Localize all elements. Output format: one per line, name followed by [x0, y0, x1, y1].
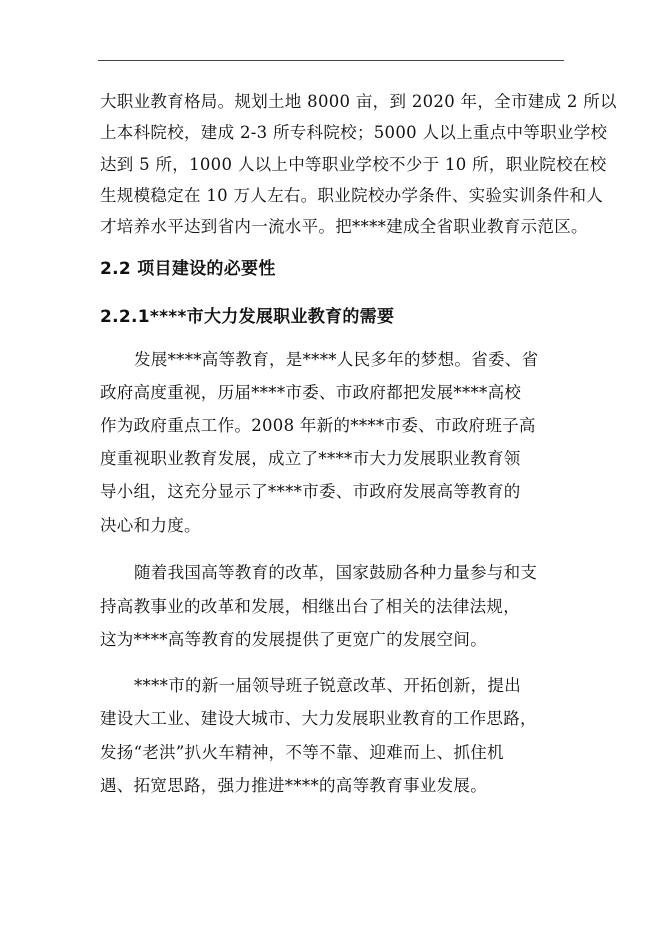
paragraph2-line-3: 这为****高等教育的发展提供了更宽广的发展空间。 — [100, 630, 487, 649]
paragraph3-line-1: ****市的新一届领导班子锐意改革、开拓创新，提出 — [134, 676, 521, 695]
intro-line-5: 才培养水平达到省内一流水平。把****建成全省职业教育示范区。 — [100, 217, 588, 236]
intro-line-3: 达到 5 所，1000 人以上中等职业学校不少于 10 所，职业院校在校 — [100, 155, 607, 174]
section-heading: 2.2 项目建设的必要性 — [100, 259, 276, 279]
intro-line-1: 大职业教育格局。规划土地 8000 亩，到 2020 年，全市建成 2 所以 — [100, 92, 617, 111]
subsection-heading: 2.2.1****市大力发展职业教育的需要 — [100, 307, 395, 327]
paragraph1-line-5: 导小组，这充分显示了****市委、市政府发展高等教育的 — [100, 482, 521, 501]
paragraph2-line-2: 持高教事业的改革和发展，相继出台了相关的法律法规， — [100, 597, 520, 616]
paragraph3-line-4: 遇、拓宽思路，强力推进****的高等教育事业发展。 — [100, 776, 487, 795]
paragraph1-line-2: 政府高度重视，历届****市委、市政府都把发展****高校 — [100, 383, 522, 402]
paragraph1-line-6: 决心和力度。 — [100, 516, 201, 535]
paragraph2-line-1: 随着我国高等教育的改革，国家鼓励各种力量参与和支 — [134, 563, 538, 582]
paragraph3-line-2: 建设大工业、建设大城市、大力发展职业教育的工作思路， — [100, 709, 537, 728]
paragraph1-line-4: 度重视职业教育发展，成立了****市大力发展职业教育领 — [100, 449, 521, 468]
paragraph1-line-1: 发展****高等教育，是****人民多年的梦想。省委、省 — [134, 350, 539, 369]
intro-line-4: 生规模稳定在 10 万人左右。职业院校办学条件、实验实训条件和人 — [100, 186, 604, 205]
intro-line-2: 上本科院校，建成 2-3 所专科院校；5000 人以上重点中等职业学校 — [100, 123, 608, 142]
paragraph1-line-3: 作为政府重点工作。2008 年新的****市委、市政府班子高 — [100, 416, 536, 435]
header-rule — [98, 60, 564, 61]
paragraph3-line-3: 发扬“老洪”扒火车精神，不等不靠、迎难而上、抓住机 — [100, 743, 504, 762]
